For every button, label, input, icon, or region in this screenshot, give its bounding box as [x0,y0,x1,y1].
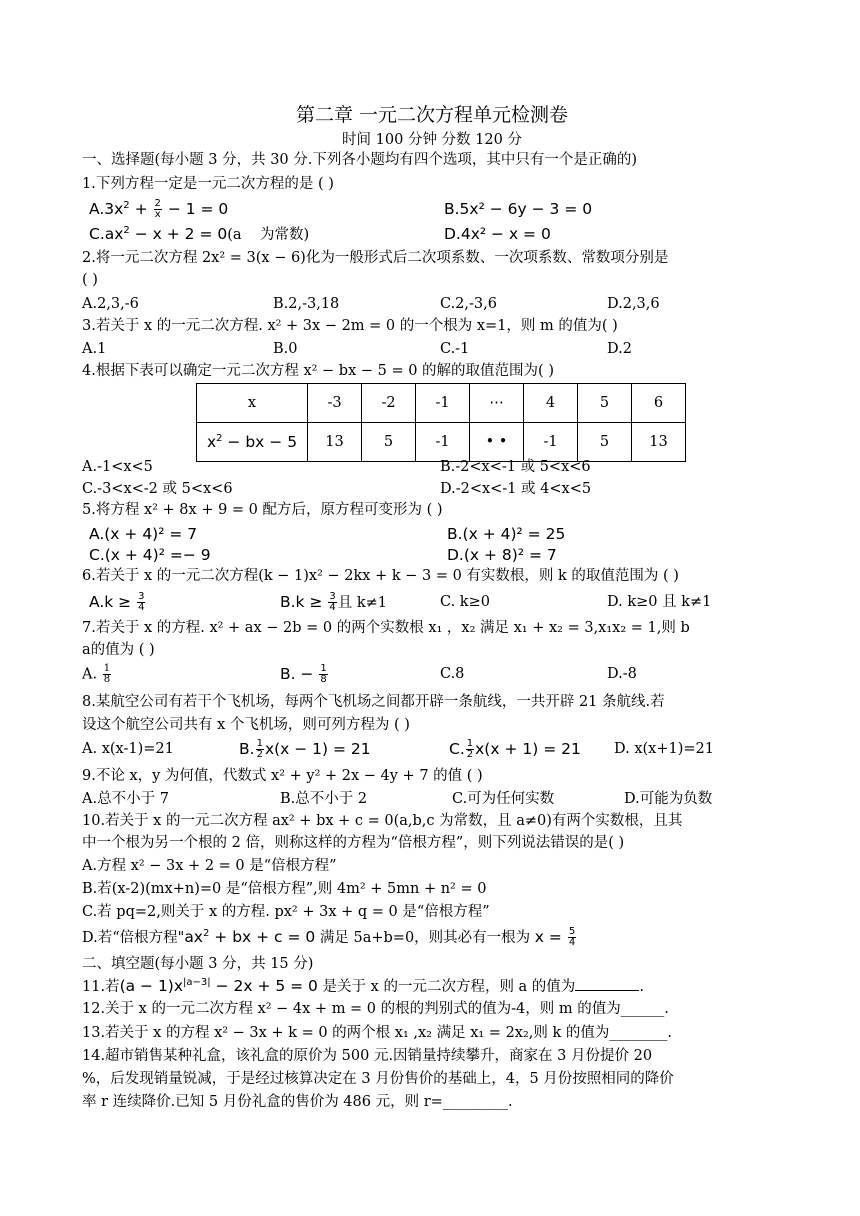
q7-stem-cont: a的值为 ( ) [82,642,155,658]
q8-option-a: A. x(x-1)=21 [82,741,174,757]
q4-stem: 4.根据下表可以确定一元二次方程 x² − bx − 5 = 0 的解的取值范围为( ) [82,363,554,379]
q3-option-b: B.0 [273,341,298,357]
q2-option-a: A.2,3,-6 [82,296,139,312]
q1-option-d: D.4x² − x = 0 [444,225,551,243]
table-cell: -2 [362,384,416,423]
q9-stem: 9.不论 x，y 为何值，代数式 x² + y² + 2x − 4y + 7 的值 ( ) [82,768,483,784]
q2-stem-cont: ( ) [82,272,98,288]
page-title: 第二章 一元二次方程单元检测卷 [295,104,569,126]
table-cell: 4 [524,384,578,423]
q8-option-d: D. x(x+1)=21 [614,741,714,757]
table-cell: 13 [308,423,362,462]
q14-line2: %，后发现销量锐减，于是经过核算决定在 3 月份售价的基础上，4，5 月份按照相同的降价 [82,1071,674,1087]
q5-option-a: A.(x + 4)² = 7 [89,525,198,543]
table-cell: x [197,384,308,423]
q2-option-d: D.2,3,6 [607,296,660,312]
q6-option-c: C. k≥0 [440,594,490,610]
q10-option-a: A.方程 x² − 3x + 2 = 0 是“倍根方程” [82,858,337,874]
q7-option-a: A. $\frac{1}{8}$ [82,663,111,685]
q5-option-b: B.(x + 4)² = 25 [447,525,566,543]
table-row [197,423,686,462]
q2-option-c: C.2,-3,6 [440,296,497,312]
table-cell: 6 [632,384,686,423]
table-cell: -1 [524,423,578,462]
table-cell: 13 [632,423,686,462]
q9-option-a: A.总不小于 7 [82,791,169,807]
q8-option-c: C. $\frac{1}{2}$ x(x + 1) = 21 [449,738,581,760]
q7-option-b: B. − $\frac{1}{8}$ [280,663,327,685]
table-cell: 5 [578,423,632,462]
q4-option-c: C.-3<x<-2 或 5<x<6 [82,481,233,497]
table-cell: -1 [416,423,470,462]
table-cell: 5 [578,384,632,423]
q10-option-d: D.若“倍根方程"$ax^2$ + bx + c = 0 满足 5a+b=0，则其必有一根为 x = $\frac{5}{4}$ [82,926,576,948]
q10-option-b: B.若(x-2)(mx+n)=0 是“倍根方程”,则 4m² + 5mn + n² = 0 [82,881,487,897]
q1-option-b: B.5x² − 6y − 3 = 0 [444,200,593,218]
q9-option-c: C.可为任何实数 [452,791,555,807]
fill-section-header: 二、填空题(每小题 3 分，共 15 分) [82,956,314,972]
q6-stem: 6.若关于 x 的一元二次方程(k − 1)x² − 2kx + k − 3 = 0 有实数根，则 k 的取值范围为 ( ) [82,568,679,584]
q6-option-d: D. k≥0 且 k≠1 [607,594,712,610]
q5-stem: 5.将方程 x² + 8x + 9 = 0 配方后，原方程可变形为 ( ) [82,502,443,518]
q7-option-c: C.8 [440,666,465,682]
table-cell: -1 [416,384,470,423]
q6-option-b: B.k ≥ $\frac{3}{4}$ 且 k≠1 [280,591,388,613]
q12: 12.关于 x 的一元二次方程 x² − 4x + m = 0 的根的判别式的值为-4，则 m 的值为______. [82,1001,669,1017]
table-row [197,384,686,423]
q3-stem: 3.若关于 x 的一元二次方程. x² + 3x − 2m = 0 的一个根为 x=1，则 m 的值为( ) [82,318,618,334]
q14-line3: 率 r 连续降价.已知 5 月份礼盒的售价为 486 元，则 r=_________. [82,1094,513,1110]
table-cell: 5 [362,423,416,462]
q2-option-b: B.2,-3,18 [273,296,340,312]
table-cell: -3 [308,384,362,423]
q10-option-c: C.若 pq=2,则关于 x 的方程. px² + 3x + q = 0 是“倍根方程” [82,904,490,920]
q6-option-a: A.k ≥ $\frac{3}{4}$ [89,591,145,613]
q1-stem: 1.下列方程一定是一元二次方程的是 ( ) [82,176,334,192]
q14-line1: 14.超市销售某种礼盒，该礼盒的原价为 500 元.因销量持续攀升，商家在 3 月份提价 20 [82,1048,653,1064]
choice-section-header: 一、选择题(每小题 3 分，共 30 分.下列各小题均有四个选项，其中只有一个是正确的) [82,152,638,168]
q13: 13.若关于 x 的方程 x² − 3x + k = 0 的两个根 x₁ ,x₂ 满足 x₁ = 2x₂,则 k 的值为________. [82,1025,673,1041]
q4-option-a: A.-1<x<5 [82,459,153,475]
q8-stem-cont: 设这个航空公司共有 x 个飞机场，则可列方程为 ( ) [82,717,410,733]
q5-option-c: C.(x + 4)² =− 9 [89,546,211,564]
q9-option-b: B.总不小于 2 [280,791,368,807]
q1-option-a: $A.3x^2$ + $\frac{2}{x}$ − 1 = 0 [89,198,229,220]
q3-option-d: D.2 [607,341,632,357]
q9-option-d: D.可能为负数 [624,791,713,807]
q10-stem-cont: 中一个根为另一个根的 2 倍，则称这样的方程为“倍根方程”，则下列说法错误的是( ) [82,835,625,851]
table-cell: $x^2$ − bx − 5 [197,423,308,462]
q2-stem: 2.将一元二次方程 2x² = 3(x − 6)化为一般形式后二次项系数、一次项系数、常数项分别是 [82,250,669,266]
q5-option-d: D.(x + 8)² = 7 [447,546,557,564]
q8-option-b: B. $\frac{1}{2}$ x(x − 1) = 21 [239,738,371,760]
q1-option-c: $C.ax^2 - x + 2 = 0(a$ 为常数) [89,224,310,243]
q4-option-d: D.-2<x<-1 或 4<x<5 [440,481,592,497]
q8-stem: 8.某航空公司有若干个飞机场，每两个飞机场之间都开辟一条航线，一共开辟 21 条航线.若 [82,694,665,710]
q10-stem: 10.若关于 x 的一元二次方程 ax² + bx + c = 0(a,b,c 为常数，且 a≠0)有两个实数根，且其 [82,813,683,829]
q11: 11.若$(a - 1)x^{|a-3|} - 2x + 5 = 0$ 是关于 x 的一元二次方程，则 a 的值为 . [82,976,644,995]
q7-option-d: D.-8 [607,666,637,682]
q7-stem: 7.若关于 x 的方程. x² + ax − 2b = 0 的两个实数根 x₁ ，x₂ 满足 x₁ + x₂ = 3,x₁x₂ = 1,则 b [82,620,690,636]
q4-value-table [196,383,686,462]
q4-option-b: B.-2<x<-1 或 5<x<6 [440,459,591,475]
page-subtitle: 时间 100 分钟 分数 120 分 [342,132,522,148]
q3-option-a: A.1 [82,341,107,357]
table-cell: • • [470,423,524,462]
table-cell: ⋯ [470,384,524,423]
q3-option-c: C.-1 [440,341,470,357]
